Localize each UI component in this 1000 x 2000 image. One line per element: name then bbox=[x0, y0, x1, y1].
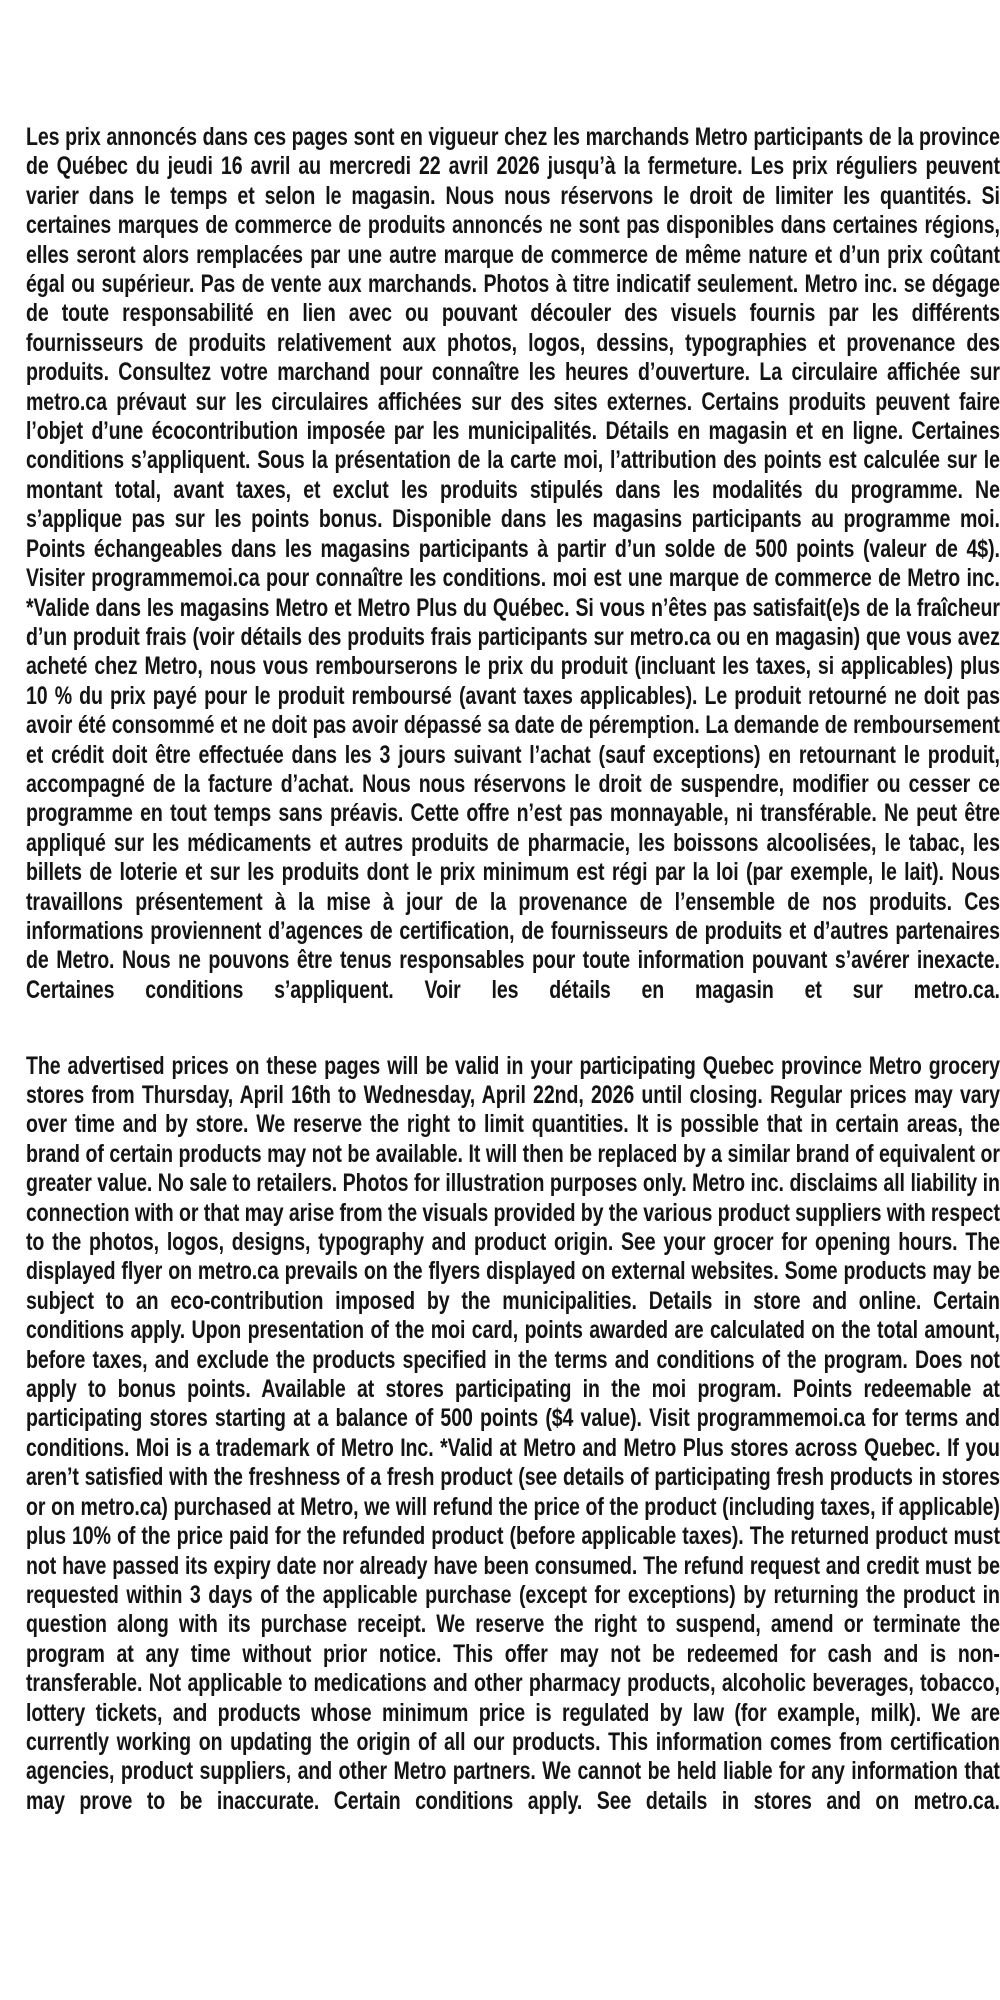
legal-text-block bbox=[26, 123, 1000, 1846]
legal-paragraph-french: Les prix annoncés dans ces pages sont en vigueur chez les marchands Metro participants de la province de Québec du jeudi 16 avril au mercredi 22 avril 2026 jusqu’à la fermeture. Les prix réguliers peuvent varier dans le temps et selon le magasin. Nous nous réservons le droit de limiter les quantités. Si certaines marques de commerce de produits annoncés ne sont pas disponibles dans certaines régions, elles seront alors remplacées par une autre marque de commerce de même nature et d’un prix coûtant égal ou supérieur. Pas de vente aux marchands. Photos à titre indicatif seulement. Metro inc. se dégage de toute responsabilité en lien avec ou pouvant découler des visuels fournis par les différents fournisseurs de produits relativement aux photos, logos, dessins, typographies et provenance des produits. Consultez votre marchand pour connaître les heures d’ouverture. La circulaire affichée sur metro.ca prévaut sur les circulaires affichées sur des sites externes. Certains produits peuvent faire l’objet d’une écocontribution imposée par les municipalités. Détails en magasin et en ligne. Certaines conditions s’appliquent. Sous la présentation de la carte moi, l’attribution des points est calculée sur le montant total, avant taxes, et exclut les produits stipulés dans les modalités du programme. Ne s’applique pas sur les points bonus. Disponible dans les magasins participants au programme moi. Points échangeables dans les magasins participants à partir d’un solde de 500 points (valeur de 4$). Visiter programmemoi.ca pour connaître les conditions. moi est une marque de commerce de Metro inc. *Valide dans les magasins Metro et Metro Plus du Québec. Si vous n’êtes pas satisfait(e)s de la fraîcheur d’un produit frais (voir détails des produits frais participants sur metro.ca ou en magasin) que vous avez acheté chez Metro, nous vous rembourserons le prix du produit (incluant les taxes, si applicables) plus 10 % du prix payé pour le produit remboursé (avant taxes applicables). Le produit retourné ne doit pas avoir été consommé et ne doit pas avoir dépassé sa date de péremption. La demande de remboursement et crédit doit être effectuée dans les 3 jours suivant l’achat (sauf exceptions) en retournant le produit, accompagné de la facture d’achat. Nous nous réservons le droit de suspendre, modifier ou cesser ce programme en tout temps sans préavis. Cette offre n’est pas monnayable, ni transférable. Ne peut être appliqué sur les médicaments et autres produits de pharmacie, les boissons alcoolisées, le tabac, les billets de loterie et sur les produits dont le prix minimum est régi par la loi (par exemple, le lait). Nous travaillons présentement à la mise à jour de la provenance de l’ensemble de nos produits. Ces informations proviennent d’agences de certification, de fournisseurs de produits et d’autres partenaires de Metro. Nous ne pouvons être tenus responsables pour toute information pouvant s’avérer inexacte. Certaines conditions s’appliquent. Voir les détails en magasin et sur metro.ca. bbox=[26, 124, 1000, 1004]
legal-paragraph-english: The advertised prices on these pages will be valid in your participating Quebec province Metro grocery stores from Thursday, April 16th to Wednesday, April 22nd, 2026 until closing. Regular prices may vary over time and by store. We reserve the right to limit quantities. It is possible that in certain areas, the brand of certain products may not be available. It will then be replaced by a similar brand of equivalent or greater value. No sale to retailers. Photos for illustration purposes only. Metro inc. disclaims all liability in connection with or that may arise from the visuals provided by the various product suppliers with respect to the photos, logos, designs, typography and product origin. See your grocer for opening hours. The displayed flyer on metro.ca prevails on the flyers displayed on external websites. Some products may be subject to an eco-contribution imposed by the municipalities. Details in store and online. Certain conditions apply. Upon presentation of the moi card, points awarded are calculated on the total amount, before taxes, and exclude the products specified in the terms and conditions of the program. Does not apply to bonus points. Available at stores participating in the moi program. Points redeemable at participating stores starting at a balance of 500 points ($4 value). Visit programmemoi.ca for terms and conditions. Moi is a trademark of Metro Inc. *Valid at Metro and Metro Plus stores across Quebec. If you aren’t satisfied with the freshness of a fresh product (see details of participating fresh products in stores or on metro.ca) purchased at Metro, we will refund the price of the product (including taxes, if applicable) plus 10% of the price paid for the refunded product (before applicable taxes). The returned product must not have passed its expiry date nor already have been consumed. The refund request and credit must be requested within 3 days of the applicable purchase (except for exceptions) by returning the product in question along with its purchase receipt. We reserve the right to suspend, amend or terminate the program at any time without prior notice. This offer may not be redeemed for cash and is non-transferable. Not applicable to medications and other pharmacy products, alcoholic beverages, tobacco, lottery tickets, and products whose minimum price is regulated by law (for example, milk). We are currently working on updating the origin of all our products. This information comes from certification agencies, product suppliers, and other Metro partners. We cannot be held liable for any information that may prove to be inaccurate. Certain conditions apply. See details in stores and on metro.ca. bbox=[26, 1052, 1000, 1815]
